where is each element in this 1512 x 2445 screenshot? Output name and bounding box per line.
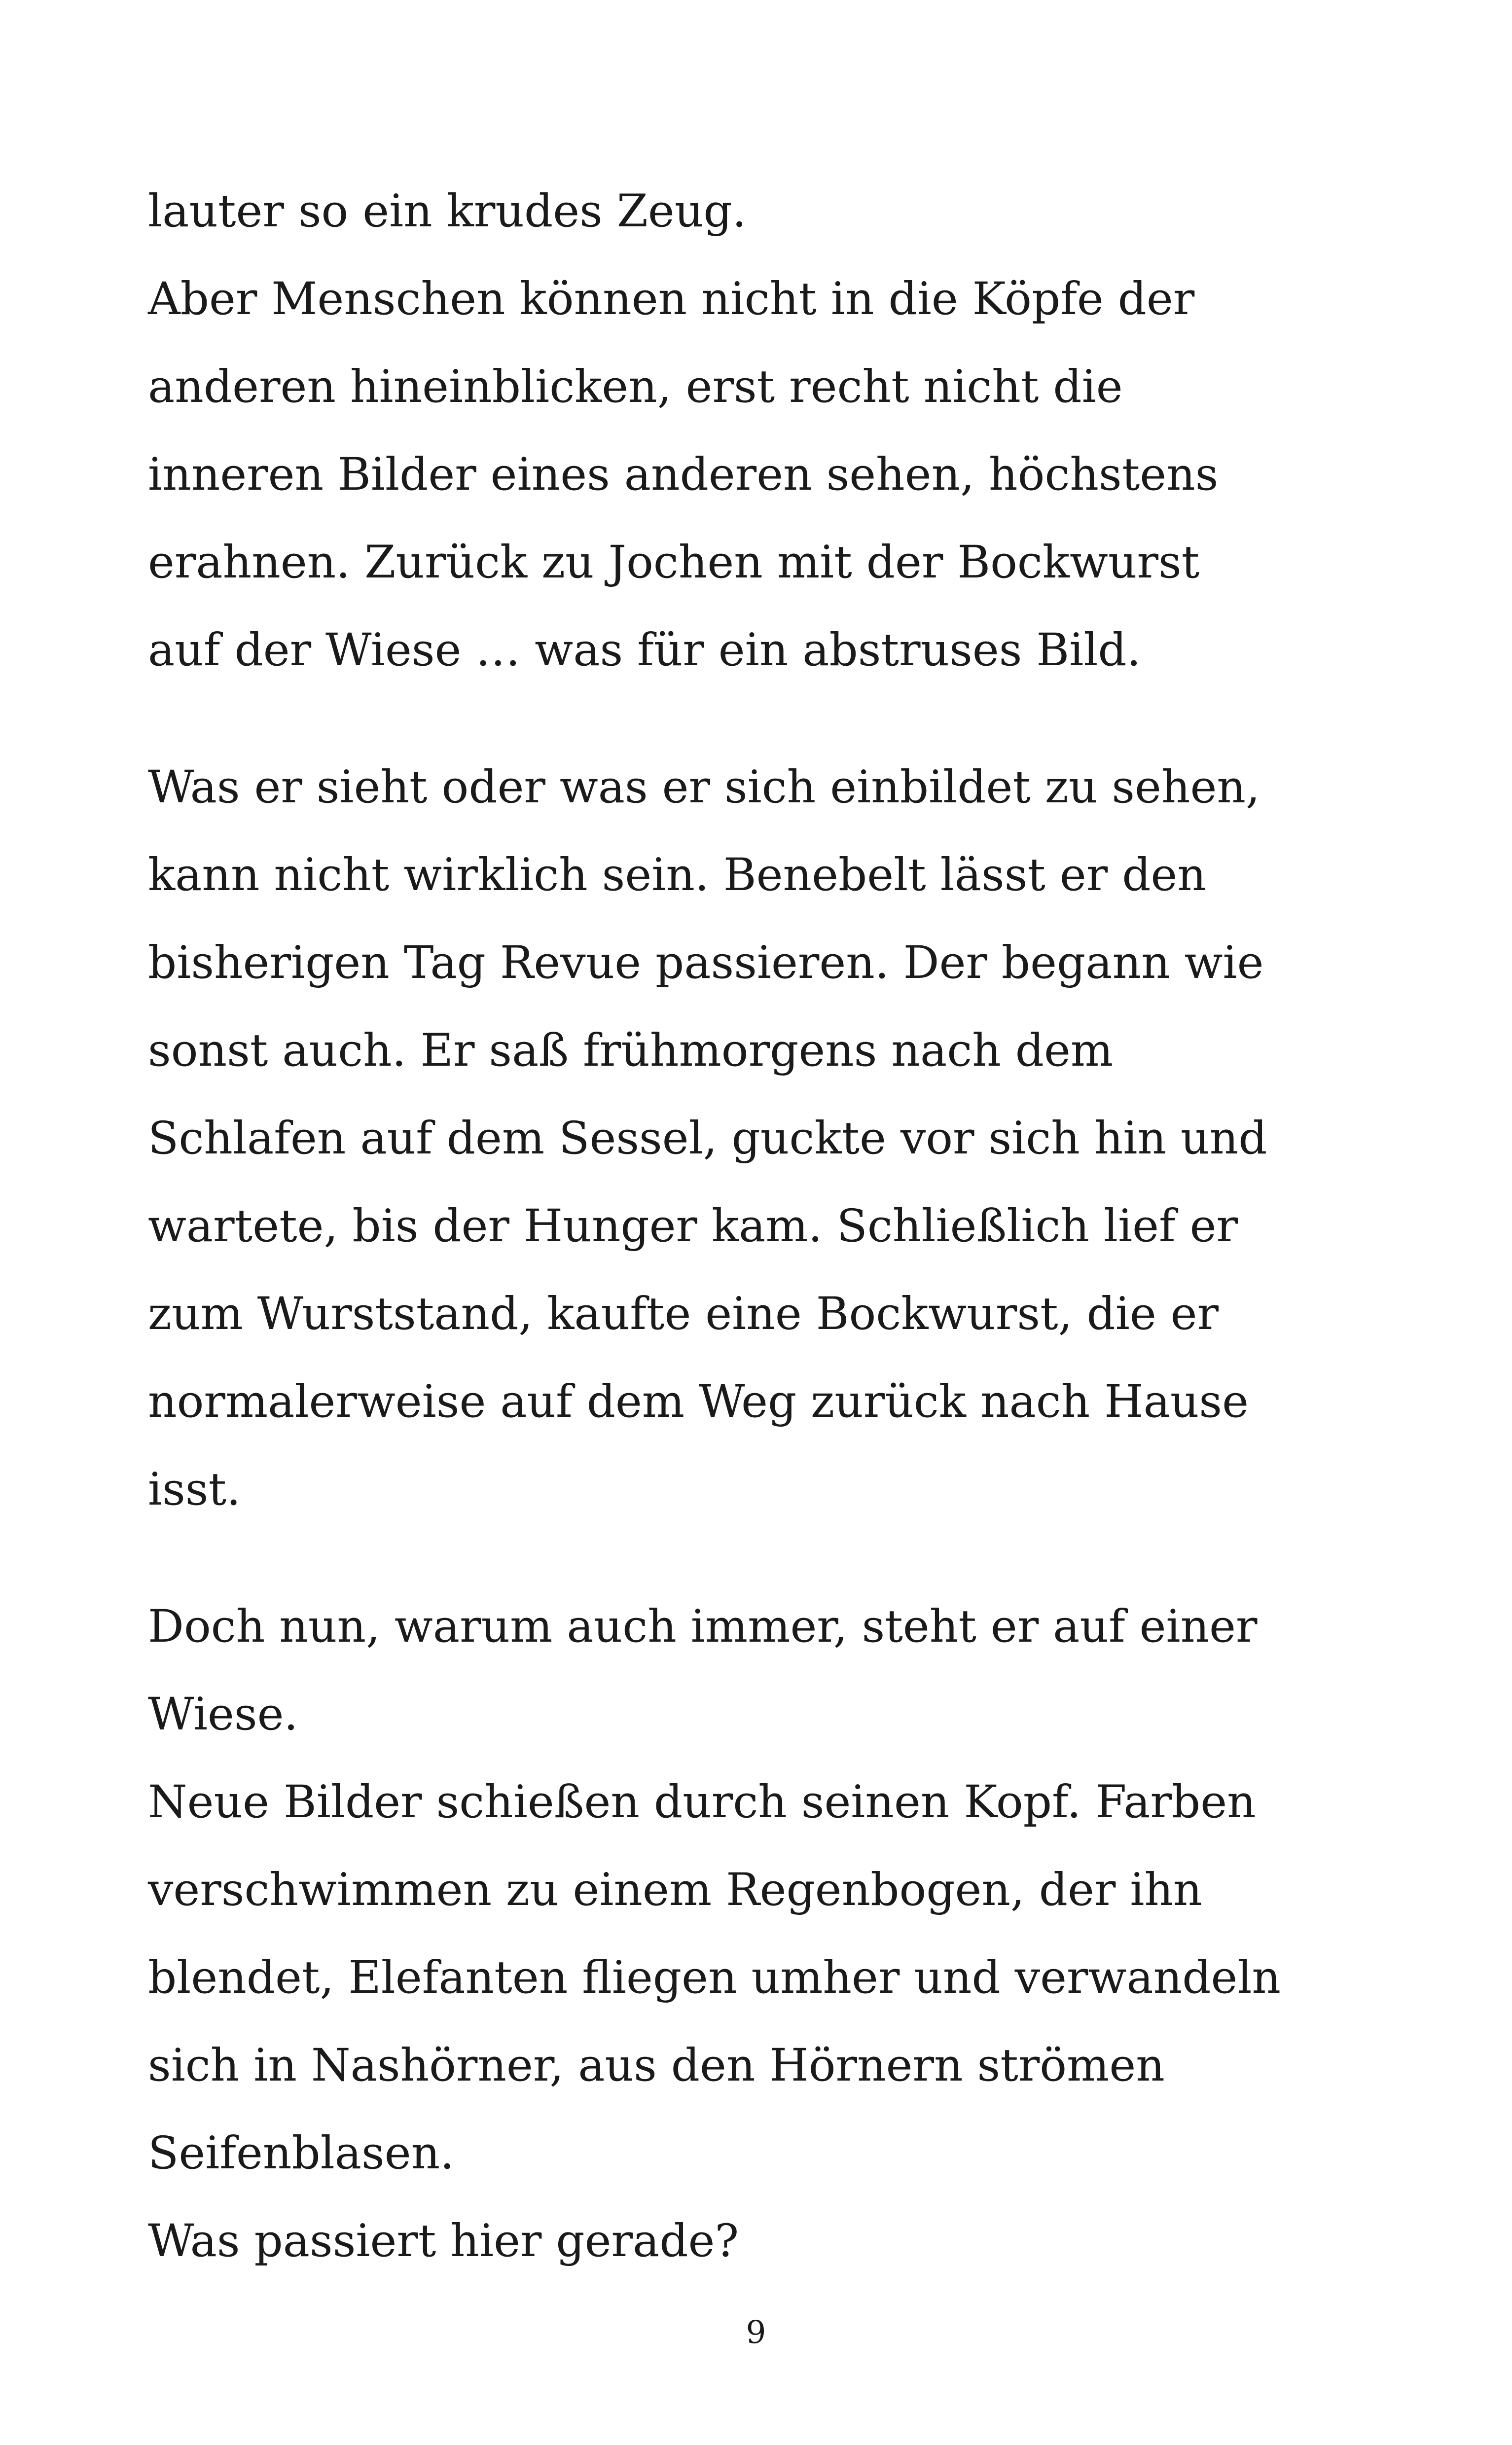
text-line: sich in Nashörner, aus den Hörnern strömen bbox=[148, 2040, 1165, 2091]
text-line: sonst auch. Er saß frühmorgens nach dem bbox=[148, 1025, 1114, 1077]
text-line: normalerweise auf dem Weg zurück nach Hause bbox=[148, 1376, 1249, 1428]
paragraph-3 bbox=[148, 1583, 1410, 2285]
text-line: inneren Bilder eines anderen sehen, höchstens bbox=[148, 449, 1219, 501]
text-line: Doch nun, warum auch immer, steht er auf einer bbox=[148, 1601, 1258, 1653]
paragraph-1 bbox=[148, 168, 1410, 694]
text-line: Schlafen auf dem Sessel, guckte vor sich hin und bbox=[148, 1113, 1267, 1164]
text-line: wartete, bis der Hunger kam. Schließlich lief er bbox=[148, 1200, 1238, 1252]
text-line: Aber Menschen können nicht in die Köpfe der bbox=[148, 273, 1195, 325]
text-line: Seifenblasen. bbox=[148, 2127, 455, 2179]
paragraph-spacer bbox=[148, 1534, 1410, 1583]
text-line: Neue Bilder schießen durch seinen Kopf. Farben bbox=[148, 1776, 1256, 1828]
text-line: auf der Wiese … was für ein abstruses Bild. bbox=[148, 624, 1141, 676]
text-line: anderen hineinblicken, erst recht nicht die bbox=[148, 361, 1123, 413]
body-text bbox=[148, 168, 1410, 2285]
page-number: 9 bbox=[746, 2314, 766, 2351]
text-line: isst. bbox=[148, 1464, 241, 1515]
paragraph-2 bbox=[148, 744, 1410, 1534]
text-line: zum Wurststand, kaufte eine Bockwurst, die er bbox=[148, 1288, 1219, 1340]
text-line: verschwimmen zu einem Regenbogen, der ihn bbox=[148, 1864, 1202, 1916]
text-line: kann nicht wirklich sein. Benebelt lässt er den bbox=[148, 849, 1206, 901]
text-line: lauter so ein krudes Zeug. bbox=[148, 185, 747, 237]
text-line: Wiese. bbox=[148, 1689, 298, 1740]
text-line: bisherigen Tag Revue passieren. Der begann wie bbox=[148, 937, 1264, 989]
paragraph-spacer bbox=[148, 694, 1410, 744]
text-line: blendet, Elefanten fliegen umher und verwandeln bbox=[148, 1952, 1281, 2004]
text-line: erahnen. Zurück zu Jochen mit der Bockwurst bbox=[148, 537, 1200, 588]
text-line: Was er sieht oder was er sich einbildet zu sehen, bbox=[148, 761, 1260, 813]
text-line: Was passiert hier gerade? bbox=[148, 2215, 739, 2267]
